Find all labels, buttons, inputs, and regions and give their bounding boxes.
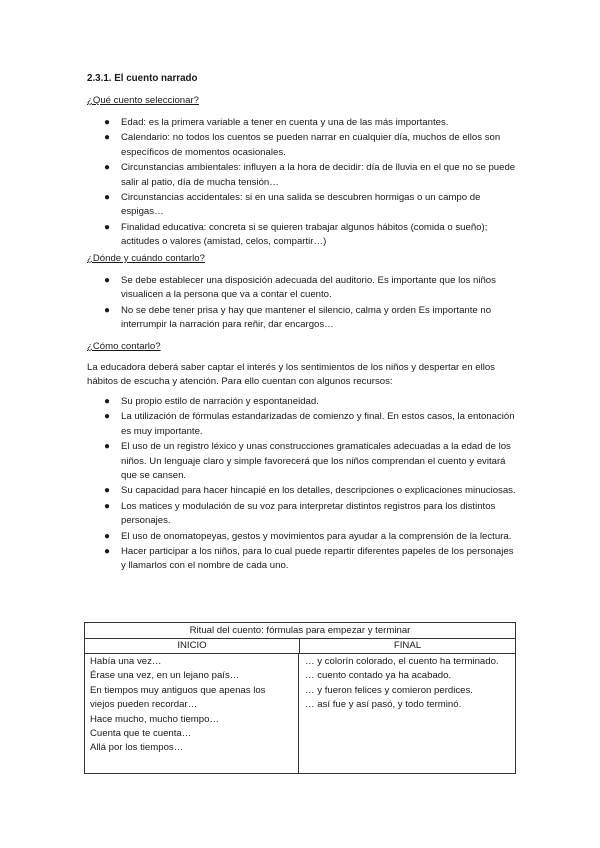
list-item: ● Hacer participar a los niños, para lo cual puede repartir diferentes papeles de los personajes y llamarlos con el nombre de cada uno. bbox=[104, 546, 514, 572]
bullet-icon: ● bbox=[104, 396, 111, 407]
list-item: ● Los matices y modulación de su voz para interpretar distintos registros para los distintos personajes. bbox=[104, 500, 496, 527]
table-cell-line: En tiempos muy antiguos que apenas los bbox=[90, 684, 266, 696]
subheading-donde-cuando: ¿Dónde y cuándo contarlo? bbox=[87, 253, 205, 264]
table-cell-line: Cuenta que te cuenta… bbox=[90, 728, 192, 740]
bullet-icon: ● bbox=[104, 546, 111, 558]
list-que-cuento bbox=[0, 116, 600, 251]
list-donde-cuando bbox=[0, 274, 600, 334]
bullet-icon: ● bbox=[104, 221, 111, 233]
column-header-inicio: INICIO bbox=[85, 639, 300, 654]
bullet-icon: ● bbox=[104, 275, 111, 286]
bullet-icon: ● bbox=[104, 132, 111, 144]
table-cell-line: … y fueron felices y comieron perdices. bbox=[305, 684, 473, 696]
ritual-table bbox=[84, 622, 516, 774]
column-inicio bbox=[85, 654, 299, 773]
column-final bbox=[300, 654, 515, 773]
table-cell-line: Había una vez… bbox=[90, 656, 162, 667]
table-caption: Ritual del cuento: fórmulas para empezar y terminar bbox=[85, 623, 515, 639]
bullet-icon: ● bbox=[104, 117, 111, 128]
bullet-icon: ● bbox=[104, 485, 111, 497]
list-item: ● La utilización de fórmulas estandarizadas de comienzo y final. En estos casos, la entonación es muy importante. bbox=[104, 411, 515, 437]
list-item: ● Edad: es la primera variable a tener en cuenta y una de las más importantes. bbox=[0, 116, 600, 130]
bullet-icon: ● bbox=[104, 162, 111, 174]
table-cell-line: … y colorín colorado, el cuento ha terminado. bbox=[305, 656, 499, 667]
bullet-icon: ● bbox=[104, 530, 111, 542]
list-item: ● El uso de un registro léxico y unas construcciones gramaticales adecuadas a la edad de los niños. Un lenguaje claro y simple favorecerá que los niños comprendan el cuento y evitará que se cansen. bbox=[104, 441, 511, 482]
bullet-icon: ● bbox=[104, 500, 111, 512]
table-cell-line: … así fue y así pasó, y todo terminó. bbox=[305, 699, 462, 711]
list-item: ● El uso de onomatopeyas, gestos y movimientos para ayudar a la comprensión de la lectura. bbox=[0, 530, 600, 544]
subheading-que-cuento: ¿Qué cuento seleccionar? bbox=[87, 95, 199, 106]
table-cell-line: Érase una vez, en un lejano país… bbox=[90, 670, 240, 682]
bullet-icon: ● bbox=[104, 192, 111, 204]
bullet-icon: ● bbox=[104, 304, 111, 316]
list-item: ● Finalidad educativa: concreta si se quieren trabajar algunos hábitos (comida o sueño); actitudes o valores (amistad, celos, compartir…) bbox=[104, 221, 488, 248]
bullet-icon: ● bbox=[104, 441, 111, 453]
bullet-icon: ● bbox=[104, 411, 111, 423]
list-item: ● Se debe establecer una disposición adecuada del auditorio. Es importante que los niños visualicen a la persona que va a contar el cuento. bbox=[104, 275, 496, 301]
table-cell-line: … cuento contado ya ha acabado. bbox=[305, 670, 452, 682]
list-item: ● Su capacidad para hacer hincapié en los detalles, descripciones o explicaciones minuciosas. bbox=[0, 484, 600, 498]
subheading-como-contarlo: ¿Cómo contarlo? bbox=[87, 341, 161, 352]
list-item: ● Circunstancias ambientales: influyen a la hora de decidir: día de lluvia en el que no se puede salir al patio, día de mucha tensión… bbox=[104, 162, 516, 188]
table-cell-line: viejos pueden recordar… bbox=[90, 699, 198, 711]
list-item: ● No se debe tener prisa y hay que mantener el silencio, calma y orden Es importante no interrumpir la narración para reñir, dar encargos… bbox=[104, 304, 492, 331]
table-cell-line: Allá por los tiempos… bbox=[90, 742, 184, 754]
list-como-contarlo bbox=[0, 395, 600, 575]
table-cell-line: Hace mucho, mucho tiempo… bbox=[90, 713, 220, 725]
list-item: ● Su propio estilo de narración y espontaneidad. bbox=[0, 395, 600, 409]
column-header-final: FINAL bbox=[300, 639, 515, 654]
list-item: ● Circunstancias accidentales: si en una salida se descubren hormigas o un campo de espigas… bbox=[104, 192, 481, 218]
intro-paragraph: La educadora deberá saber captar el interés y los sentimientos de los niños y despertar en ellos hábitos de escucha y atención. Para ello cuentan con algunos recursos: bbox=[87, 362, 495, 388]
section-heading: 2.3.1. El cuento narrado bbox=[87, 73, 198, 84]
list-item: ● Calendario: no todos los cuentos se pueden narrar en cualquier día, muchos de ellos son específicos de momentos ocasionales. bbox=[104, 132, 501, 158]
